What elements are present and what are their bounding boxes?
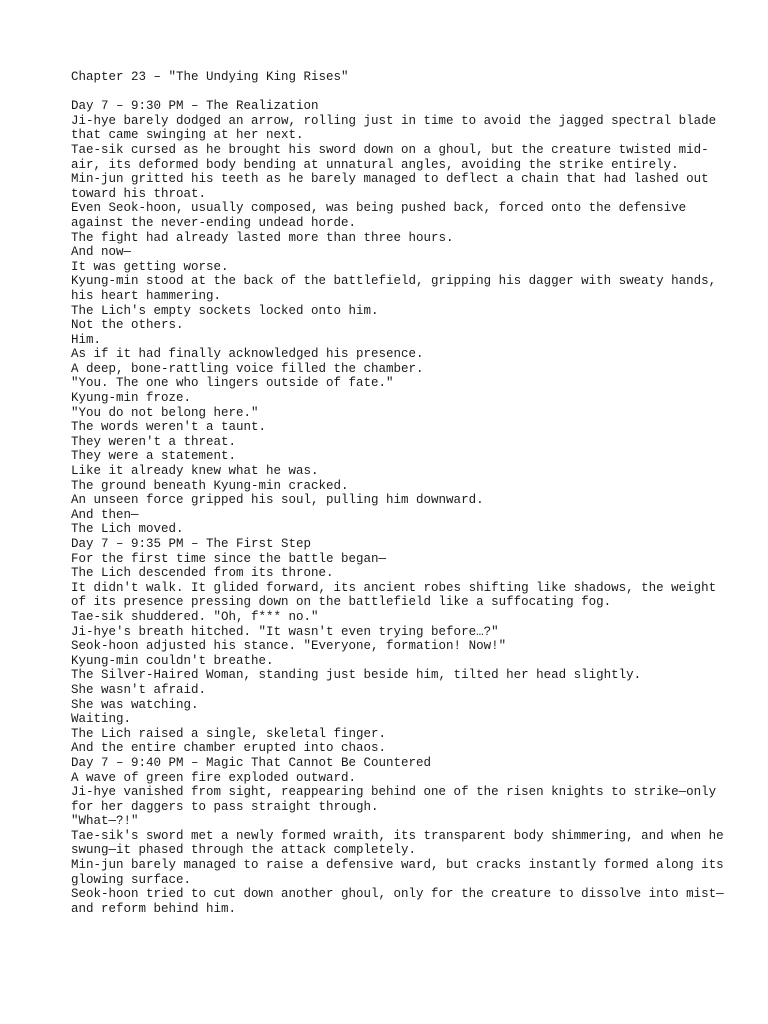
- paragraph: The Lich moved.: [71, 522, 184, 537]
- paragraph: Not the others.: [71, 318, 184, 333]
- paragraph: And then—: [71, 507, 139, 522]
- paragraph: The Lich raised a single, skeletal finger.: [71, 726, 387, 741]
- paragraph: She wasn't afraid.: [71, 682, 207, 697]
- chapter-title: Chapter 23 – "The Undying King Rises": [71, 70, 349, 84]
- paragraph: Tae-sik shuddered. "Oh, f*** no.": [71, 609, 319, 624]
- paragraph: "You. The one who lingers outside of fate.": [71, 376, 394, 391]
- paragraph: Kyung-min froze.: [71, 391, 192, 406]
- paragraph: The fight had already lasted more than three hours.: [71, 230, 454, 245]
- paragraph: They were a statement.: [71, 449, 237, 464]
- paragraph: It didn't walk. It glided forward, its ancient robes shifting like shadows, the weight of its presence pressing down on the battlefield like a suffocating fog.: [71, 580, 724, 610]
- time-heading: Day 7 – 9:40 PM – Magic That Cannot Be Countered: [71, 755, 432, 770]
- paragraph: Ji-hye vanished from sight, reappearing behind one of the risen knights to strike—only for her daggers to pass straight through.: [71, 785, 724, 814]
- paragraph: Min-jun barely managed to raise a defensive ward, but cracks instantly formed along its glowing surface.: [71, 858, 732, 887]
- paragraph: "You do not belong here.": [71, 405, 259, 420]
- paragraph: For the first time since the battle began—: [71, 551, 387, 566]
- paragraph: Tae-sik's sword met a newly formed wraith, its transparent body shimmering, and when he swung—it phased through the attack completely.: [71, 828, 732, 858]
- paragraph: Kyung-min stood at the back of the battlefield, gripping his dagger with sweaty hands, his heart hammering.: [71, 274, 724, 303]
- paragraph: An unseen force gripped his soul, pulling him downward.: [71, 493, 484, 508]
- chapter-body: [71, 99, 731, 916]
- paragraph: Him.: [71, 332, 102, 347]
- paragraph: "What—?!": [71, 814, 139, 829]
- paragraph: It was getting worse.: [71, 259, 229, 274]
- paragraph: And the entire chamber erupted into chaos.: [71, 741, 387, 756]
- paragraph: Waiting.: [71, 712, 132, 727]
- paragraph: Min-jun gritted his teeth as he barely managed to deflect a chain that had lashed out toward his throat.: [71, 172, 717, 201]
- paragraph: A deep, bone-rattling voice filled the chamber.: [71, 361, 424, 376]
- paragraph: She was watching.: [71, 697, 199, 712]
- paragraph: The Lich descended from its throne.: [71, 566, 334, 581]
- time-heading: Day 7 – 9:30 PM – The Realization: [71, 99, 319, 114]
- paragraph: And now—: [71, 245, 132, 260]
- paragraph: A wave of green fire exploded outward.: [71, 770, 357, 785]
- paragraph: The ground beneath Kyung-min cracked.: [71, 478, 349, 493]
- paragraph: Tae-sik cursed as he brought his sword down on a ghoul, but the creature twisted mid-air, its deformed body bending at unnatural angles, avoiding the strike entirely.: [71, 142, 709, 172]
- paragraph: The words weren't a taunt.: [71, 420, 267, 435]
- paragraph: Like it already knew what he was.: [71, 464, 319, 479]
- paragraph: Even Seok-hoon, usually composed, was being pushed back, forced onto the defensive against the never-ending undead horde.: [71, 201, 694, 230]
- paragraph: Seok-hoon tried to cut down another ghoul, only for the creature to dissolve into mist—and reform behind him.: [71, 887, 724, 916]
- document-page: [71, 70, 731, 916]
- paragraph: The Silver-Haired Woman, standing just beside him, tilted her head slightly.: [71, 668, 642, 683]
- paragraph: They weren't a threat.: [71, 434, 237, 449]
- paragraph: The Lich's empty sockets locked onto him.: [71, 303, 379, 318]
- time-heading: Day 7 – 9:35 PM – The First Step: [71, 537, 312, 551]
- paragraph: Ji-hye's breath hitched. "It wasn't even trying before…?": [71, 624, 499, 639]
- paragraph: Seok-hoon adjusted his stance. "Everyone, formation! Now!": [71, 639, 507, 654]
- paragraph: Kyung-min couldn't breathe.: [71, 653, 274, 668]
- paragraph: Ji-hye barely dodged an arrow, rolling just in time to avoid the jagged spectral blade that came swinging at her next.: [71, 113, 724, 143]
- paragraph: As if it had finally acknowledged his presence.: [71, 347, 424, 362]
